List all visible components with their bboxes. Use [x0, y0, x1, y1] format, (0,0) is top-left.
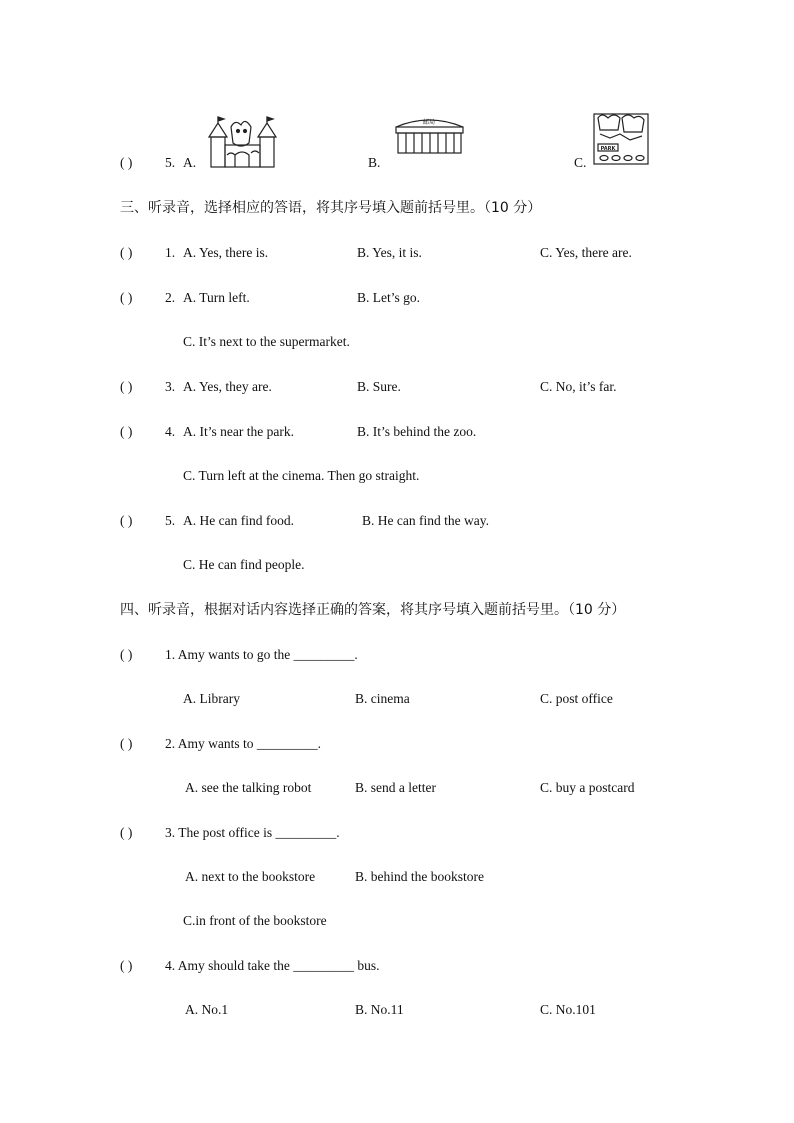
s4-q1-bracket: ( ) [120, 647, 133, 662]
s4-q1-stem: 1. Amy wants to go the _________. [165, 647, 358, 662]
s3-q1-option-b: B. Yes, it is. [357, 245, 422, 260]
s3-q5-option-c: C. He can find people. [183, 557, 305, 572]
park-sign: PARK [600, 146, 616, 152]
s4-q4-stem: 4. Amy should take the _________ bus. [165, 958, 380, 973]
s3-q2-option-a: A. Turn left. [183, 290, 250, 305]
s4-q3-stem: 3. The post office is _________. [165, 825, 340, 840]
s4-q3-option-b: B. behind the bookstore [355, 869, 484, 884]
s3-q3-option-c: C. No, it’s far. [540, 379, 617, 394]
s3-q3-option-b: B. Sure. [357, 379, 401, 394]
s3-q1-option-a: A. Yes, there is. [183, 245, 269, 260]
top-q5-number: 5. [165, 155, 176, 170]
s3-q5-option-a: A. He can find food. [183, 513, 294, 528]
s4-q2-option-c: C. buy a postcard [540, 780, 635, 795]
s3-q4-option-a: A. It’s near the park. [183, 424, 294, 439]
s3-q1-number: 1. [165, 245, 176, 260]
s4-q4-bracket: ( ) [120, 958, 133, 973]
s4-q3-bracket: ( ) [120, 825, 133, 840]
s4-q1-option-b: B. cinema [355, 691, 410, 706]
s4-q2-option-b: B. send a letter [355, 780, 436, 795]
s4-q1-option-c: C. post office [540, 691, 613, 706]
s3-q2-number: 2. [165, 290, 176, 305]
s4-q2-bracket: ( ) [120, 736, 133, 751]
s3-q2-option-b: B. Let’s go. [357, 290, 420, 305]
s3-q4-option-b: B. It’s behind the zoo. [357, 424, 477, 439]
top-q5-option-c-label: C. [574, 155, 587, 170]
s4-q3-option-a: A. next to the bookstore [185, 869, 316, 884]
top-q5-option-b-label: B. [368, 155, 381, 170]
s3-q4-option-c: C. Turn left at the cinema. Then go straight. [183, 468, 420, 483]
top-q5-option-a-label: A. [183, 155, 197, 170]
park-picture [590, 110, 652, 168]
s4-q3-option-c: C.in front of the bookstore [183, 913, 327, 928]
s3-q3-option-a: A. Yes, they are. [183, 379, 272, 394]
s3-q4-bracket: ( ) [120, 424, 133, 439]
post-office-picture [392, 113, 467, 155]
s3-q4-number: 4. [165, 424, 176, 439]
s4-q4-option-a: A. No.1 [185, 1002, 229, 1017]
s3-q3-bracket: ( ) [120, 379, 133, 394]
top-q5-bracket: ( ) [120, 155, 133, 170]
s3-q5-number: 5. [165, 513, 176, 528]
s3-q1-bracket: ( ) [120, 245, 133, 260]
s3-q5-option-b: B. He can find the way. [362, 513, 489, 528]
post-office-sign: 邮局 [422, 119, 436, 126]
section3-heading: 三、听录音，选择相应的答语，将其序号填入题前括号里。（10 分） [120, 200, 542, 216]
s3-q1-option-c: C. Yes, there are. [540, 245, 632, 260]
s3-q5-bracket: ( ) [120, 513, 133, 528]
s4-q1-option-a: A. Library [183, 691, 240, 706]
s4-q4-option-b: B. No.11 [355, 1002, 404, 1017]
s4-q2-option-a: A. see the talking robot [185, 780, 312, 795]
s4-q2-stem: 2. Amy wants to _________. [165, 736, 322, 751]
s3-q2-bracket: ( ) [120, 290, 133, 305]
section4-heading: 四、听录音，根据对话内容选择正确的答案，将其序号填入题前括号里。（10 分） [120, 602, 626, 618]
s4-q4-option-c: C. No.101 [540, 1002, 596, 1017]
s3-q3-number: 3. [165, 379, 176, 394]
castle-picture [205, 115, 280, 170]
s3-q2-option-c: C. It’s next to the supermarket. [183, 334, 350, 349]
